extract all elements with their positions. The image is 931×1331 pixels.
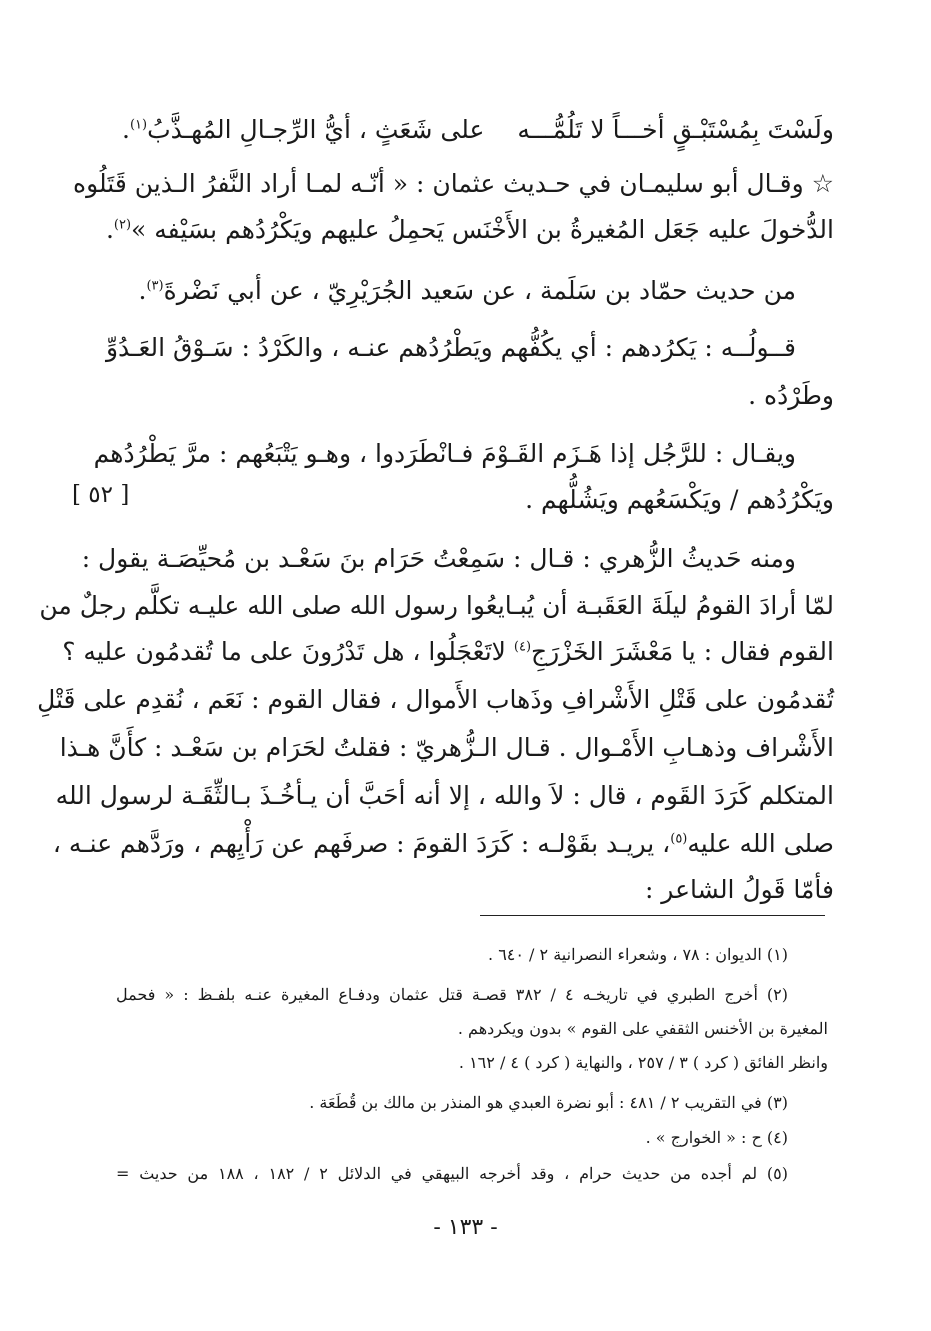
verse-first-hemistich: ولَسْتَ بِمُسْتَبْـقٍ أخـــاً لا تَلُمُّـــه	[517, 115, 834, 144]
verse-line	[122, 114, 834, 146]
paragraph-line: الأَشْراف وذهـابِ الأَمْـوال . قـال الـزُّهريّ : فقلتُ لحَرَام بن سَعْـد : كأَنَّ هـذا	[59, 733, 834, 762]
paragraph-line: قــولُــه : يَكرُدهم : أي يكُفُّهم ويَطْرُدُهم عنـه ، والكَرْدُ : سَـوْقُ العَـدُوِّ	[105, 333, 796, 362]
paragraph-line: ومنه حَديثُ الزُّهري : قـال : سَمِعْتُ حَرَام بنَ سَعْـد بن مُحيِّصَـة يقول :	[81, 544, 796, 573]
manuscript-folio-marker: [ ٥٢ ]	[72, 482, 130, 508]
paragraph-line: صلى الله عليه$^{(٥)}$، يريـد بقَوْلـه : كَرَدَ القومَ : صرفَهم عن رَأْيِهم ، ورَدَّهم عنـه ،	[52, 829, 834, 858]
paragraph-line: من حديث حمّاد بن سَلَمة ، عن سَعيد الجُرَيْرِيّ ، عن أبي نَضْرةَ$^{(٣)}$.	[138, 276, 796, 305]
paragraph-line: ☆ وقـال أبو سليمـان في حـديث عثمان : « أنّـه لمـا أراد النَّفرُ الـذين قَتَلُوه	[72, 169, 834, 198]
paragraph-line: ويَكْرُدُهم / ويَكْسَعُهم ويَشُلُّهم .	[525, 485, 834, 514]
footnote: (١) الديوان : ٧٨ ، وشعراء النصرانية ٢ / ٦٤٠ .	[488, 945, 788, 964]
footnote-mark: (٥)	[670, 831, 688, 847]
footnote-mark: (٢)	[113, 217, 132, 233]
paragraph-line: تُقدمُون على قَتْلِ الأَشْرافِ وذَهاب الأَموال ، فقال القوم : نَعَم ، نُقدِم على قَتْلِ	[37, 685, 834, 714]
footnote-mark: (٤)	[513, 639, 532, 655]
footnote: (٤) ح : « الخوارج » .	[645, 1128, 788, 1147]
paragraph-line: فأمّا قَولُ الشاعر :	[644, 875, 834, 904]
paragraph-line: القوم فقال : يا مَعْشَرَ الخَزْرَجِ$^{(٤)}$ لاتَعْجَلُوا ، هل تَدْرُونَ على ما تُقدمُون عليه ؟	[62, 637, 834, 666]
paragraph-line: لمّا أرادَ القومُ ليلَةَ العَقَبـة أن يُبـايعُوا رسول الله صلى الله عليـه تكلَّم رجلٌ من	[39, 591, 834, 620]
footnote-continuation: المغيرة بن الأخنس الثقفي على القوم » بدون ويكردهم .	[457, 1019, 828, 1038]
paragraph-line: المتكلم كَرَدَ القَوم ، قال : لاَ والله ، إلا أنه أحَبَّ أن يـأخُـذَ بـالثِّقَـة لرسول الله	[55, 781, 834, 810]
paragraph-line: الدُّخولَ عليه جَعَل المُغيرةُ بن الأَخْنَس يَحمِلُ عليهم ويَكْرُدُهم بسَيْفه »$^{(٢)}$.	[105, 215, 834, 244]
footnote-mark: (١)	[129, 117, 148, 133]
paragraph-line: ويقـال : للرَّجُل إذا هَـزَم القَـوْمَ فـانْطَرَدوا ، وهـو يَتْبَعُهم : مرَّ يَطْرُدُهم	[93, 439, 796, 468]
footnote-separator	[480, 915, 825, 916]
verse-second-hemistich: على شَعَثٍ ، أيُّ الرِّجـالِ المُهـذَّبُ$^{(١)}$.	[122, 115, 485, 144]
footnote-continuation: وانظر الفائق ( كرد ) ٣ / ٢٥٧ ، والنهاية ( كرد ) ٤ / ١٦٢ .	[458, 1053, 828, 1072]
paragraph-line: وطَرْدُه .	[748, 381, 834, 410]
footnote: (٢) أخرج الطبري في تاريخـه ٤ / ٣٨٢ قصـة قتل عثمان ودفـاع المغيرة عنـه بلفـظ : « فحمل	[116, 985, 789, 1004]
footnote: (٥) لم أجده من حديث حرام ، وقد أخرجه البيهقي في الدلائل ٢ / ١٨٢ ، ١٨٨ من حديث =	[116, 1164, 788, 1183]
footnote-mark: (٣)	[146, 278, 164, 294]
page-number: - ١٣٣ -	[433, 1215, 498, 1240]
footnote: (٣) في التقريب ٢ / ٤٨١ : أبو نضرة العبدي هو المنذر بن مالك بن قُطَعَة .	[309, 1093, 788, 1112]
